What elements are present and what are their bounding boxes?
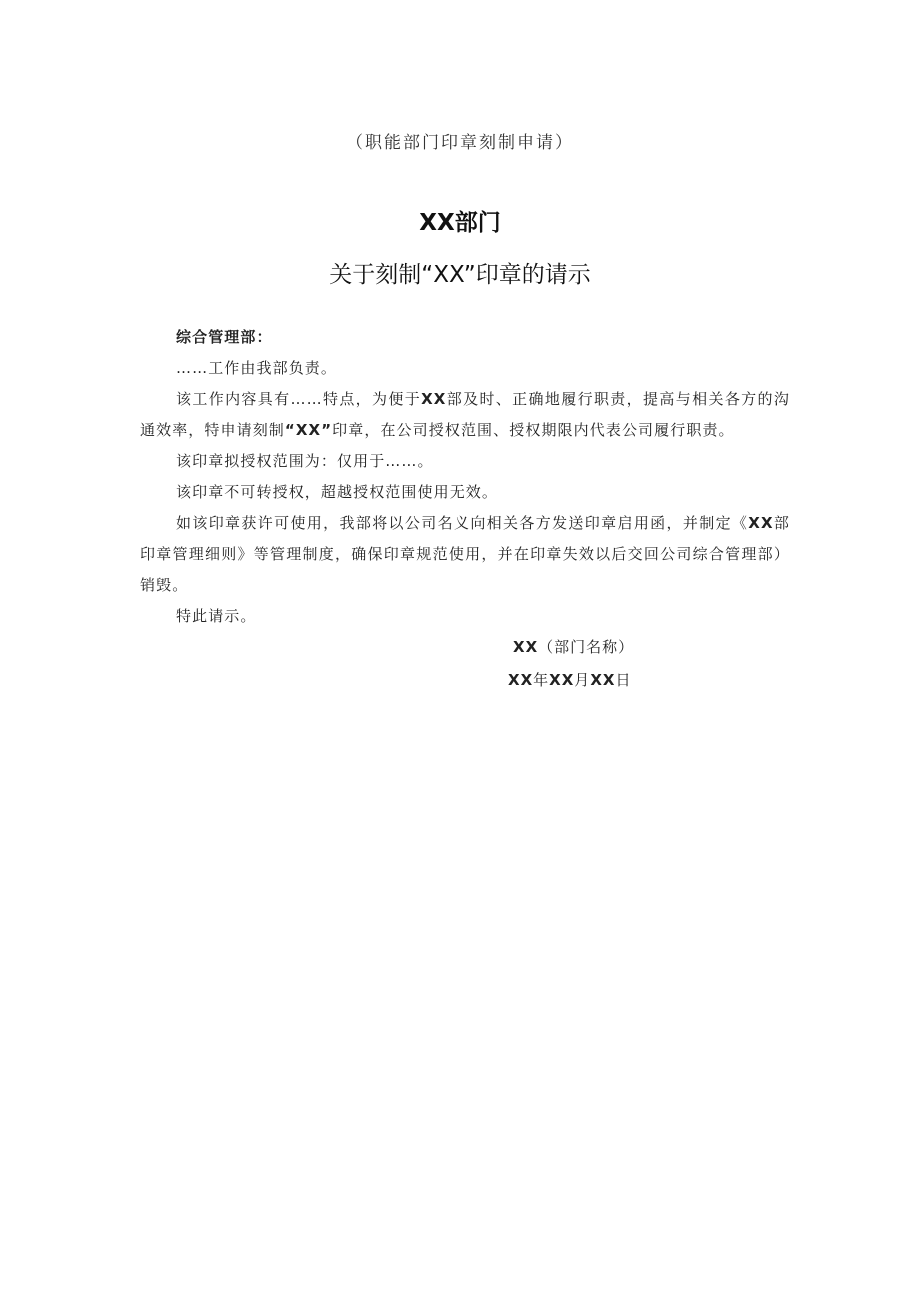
date-month: XX [549, 671, 575, 689]
document-title-subject: 关于刻制“XX”印章的请示 [329, 262, 591, 288]
salutation: 综合管理部： [176, 328, 273, 346]
paragraph-3: 该印章拟授权范围为：仅用于……。 [176, 452, 434, 470]
date-day: XX [590, 671, 616, 689]
signature-department [513, 636, 713, 657]
date-month-unit: 月 [574, 671, 591, 689]
signature-dept-note: （部门名称） [538, 638, 635, 656]
paragraph-6: 特此请示。 [176, 607, 257, 625]
paragraph-5-text-a: 如该印章获许可使用，我部将以公司名义向相关各方发送印章启用函，并制定《 [176, 514, 749, 532]
signature-date [508, 669, 708, 690]
paragraph-4: 该印章不可转授权，超越授权范围使用无效。 [176, 483, 499, 501]
date-year-unit: 年 [533, 671, 550, 689]
date-year: XX [508, 671, 534, 689]
paragraph-2 [140, 384, 790, 446]
document-body [140, 322, 790, 632]
paragraph-2-text-e: 印章，在公司授权范围、授权期限内代表公司履行职责。 [332, 421, 735, 439]
paragraph-5 [140, 508, 790, 601]
signature-dept-code: XX [513, 638, 539, 656]
date-day-unit: 日 [615, 671, 632, 689]
paragraph-2-text-a: 该工作内容具有……特点，为便于 [176, 390, 422, 408]
document-subtitle: （职能部门印章刻制申请） [346, 133, 574, 153]
document-title-department: XX部门 [419, 210, 501, 236]
paragraph-2-dept-code: XX [421, 390, 447, 408]
paragraph-5-dept-code: XX [748, 514, 774, 532]
paragraph-2-text-c: 部及时、正确地履行职责，提高与相关各方的沟通效率，特申请刻制 [140, 390, 790, 439]
paragraph-2-seal-name: “XX” [284, 421, 333, 439]
paragraph-1: ……工作由我部负责。 [176, 359, 338, 377]
paragraph-5-text-c: 部印章管理细则》等管理制度，确保印章规范使用，并在印章失效以后交回公司综合管理部）销毁。 [140, 514, 790, 594]
